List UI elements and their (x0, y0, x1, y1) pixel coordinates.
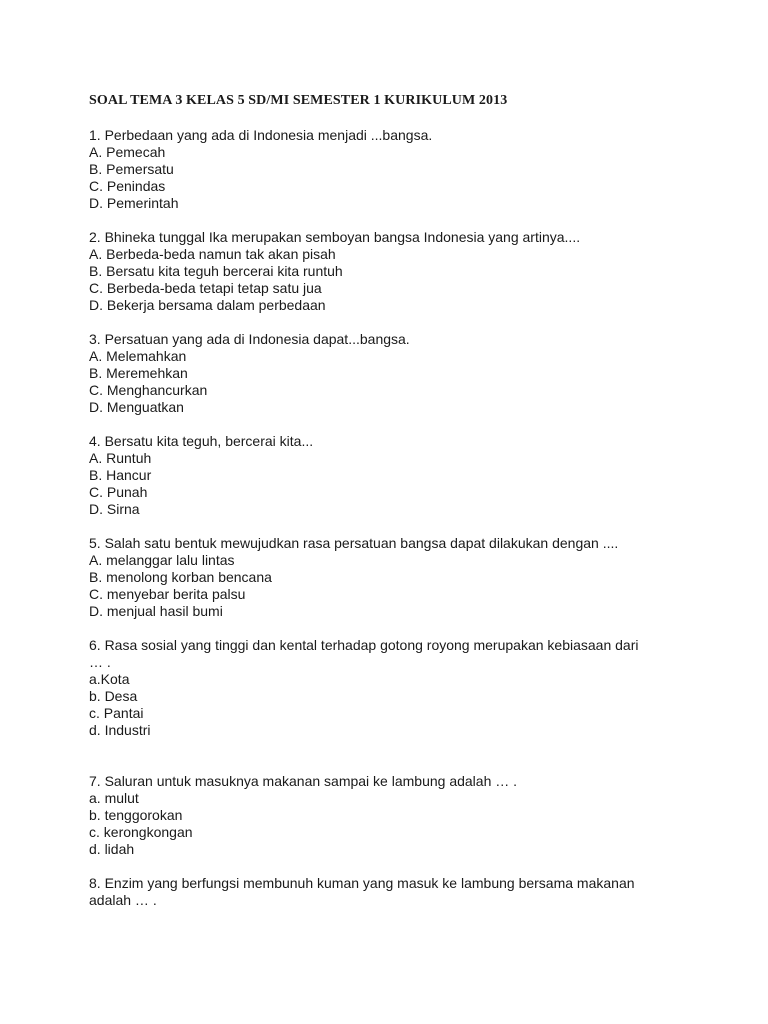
option-d: D. Pemerintah (89, 195, 179, 211)
question-text: 6. Rasa sosial yang tinggi dan kental terhadap gotong royong merupakan kebiasaan dari … . (89, 637, 639, 670)
question-text: 7. Saluran untuk masuknya makanan sampai ke lambung adalah … . (89, 773, 518, 789)
option-d: d. lidah (89, 841, 135, 857)
question-6 (89, 637, 689, 739)
option-b: B. Hancur (89, 467, 152, 483)
question-5 (89, 535, 689, 620)
option-d: D. menjual hasil bumi (89, 603, 223, 619)
option-c: c. Pantai (89, 705, 144, 721)
option-a: A. Berbeda-beda namun tak akan pisah (89, 246, 336, 262)
question-3 (89, 331, 689, 416)
option-a: A. Melemahkan (89, 348, 187, 364)
option-c: C. Penindas (89, 178, 166, 194)
question-8 (89, 875, 689, 909)
option-c: C. Berbeda-beda tetapi tetap satu jua (89, 280, 322, 296)
page-title: SOAL TEMA 3 KELAS 5 SD/MI SEMESTER 1 KURIKULUM 2013 (89, 93, 508, 108)
option-b: b. tenggorokan (89, 807, 183, 823)
option-a: A. Pemecah (89, 144, 166, 160)
question-4 (89, 433, 689, 518)
question-text: 1. Perbedaan yang ada di Indonesia menjadi ...bangsa. (89, 127, 433, 143)
question-7 (89, 773, 689, 858)
question-2 (89, 229, 689, 314)
option-a: a. mulut (89, 790, 139, 806)
option-a: a.Kota (89, 671, 130, 687)
option-d: D. Sirna (89, 501, 140, 517)
question-text: 5. Salah satu bentuk mewujudkan rasa persatuan bangsa dapat dilakukan dengan .... (89, 535, 619, 551)
option-c: C. Punah (89, 484, 148, 500)
question-text: 2. Bhineka tunggal Ika merupakan semboyan bangsa Indonesia yang artinya.... (89, 229, 581, 245)
question-text: 8. Enzim yang berfungsi membunuh kuman yang masuk ke lambung bersama makanan adalah … . (89, 875, 635, 908)
option-b: B. Bersatu kita teguh bercerai kita runtuh (89, 263, 343, 279)
option-d: D. Menguatkan (89, 399, 184, 415)
option-a: A. melanggar lalu lintas (89, 552, 235, 568)
option-b: B. Meremehkan (89, 365, 188, 381)
option-c: c. kerongkongan (89, 824, 193, 840)
option-d: d. Industri (89, 722, 151, 738)
option-d: D. Bekerja bersama dalam perbedaan (89, 297, 326, 313)
question-text: 4. Bersatu kita teguh, bercerai kita... (89, 433, 314, 449)
option-a: A. Runtuh (89, 450, 152, 466)
option-c: C. menyebar berita palsu (89, 586, 246, 602)
document-page (89, 92, 689, 926)
question-1 (89, 127, 689, 212)
option-c: C. Menghancurkan (89, 382, 208, 398)
option-b: B. menolong korban bencana (89, 569, 272, 585)
option-b: B. Pemersatu (89, 161, 174, 177)
question-text: 3. Persatuan yang ada di Indonesia dapat...bangsa. (89, 331, 410, 347)
option-b: b. Desa (89, 688, 138, 704)
